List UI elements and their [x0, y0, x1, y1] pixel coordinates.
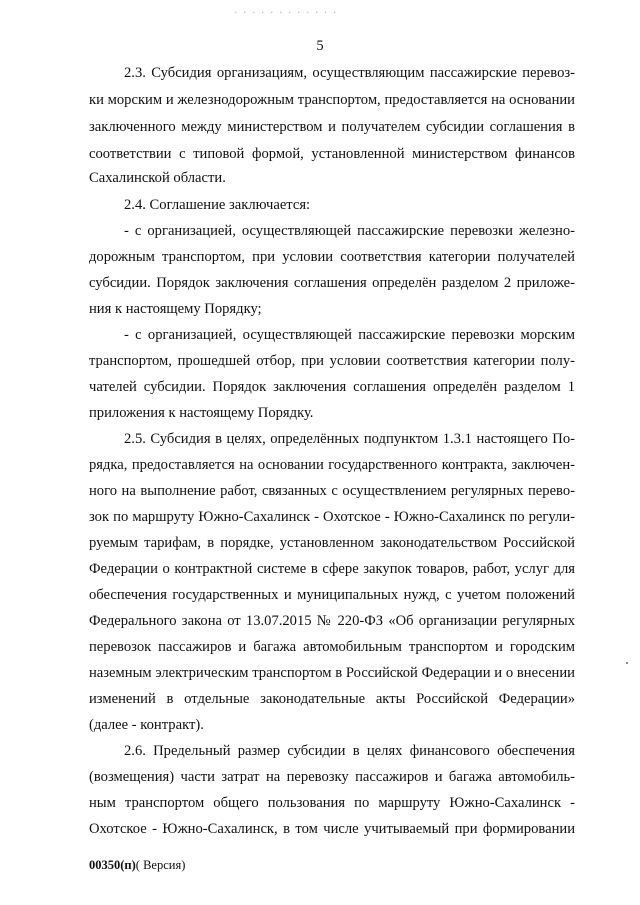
text-line: ки морским и железнодорожным транспортом, предоставляется на основании: [89, 92, 575, 108]
text-line: 2.5. Субсидия в целях, определённых подпунктом 1.3.1 настоящего По-: [124, 431, 575, 447]
text-line: (далее - контракт).: [89, 717, 204, 733]
text-line: соответствии с типовой формой, установленной министерством финансов: [89, 146, 575, 162]
text-line: заключенного между министерством и получателем субсидии соглашения в: [89, 119, 575, 135]
document-code: 00350(п): [89, 858, 136, 872]
text-line: 2.4. Соглашение заключается:: [124, 197, 311, 213]
text-line: транспортом, прошедшей отбор, при условии соответствия категории полу-: [89, 353, 575, 369]
text-line: Сахалинской области.: [89, 170, 226, 186]
scan-speck: [626, 662, 628, 664]
text-line: 2.6. Предельный размер субсидии в целях финансового обеспечения: [124, 743, 575, 759]
text-line: рядка, предоставляется на основании государственного контракта, заключен-: [89, 457, 575, 473]
text-line: перевозок пассажиров и багажа автомобильным транспортом и городским: [89, 639, 575, 655]
text-line: ным транспортом общего пользования по маршруту Южно-Сахалинск -: [89, 795, 575, 811]
text-line: ного на выполнение работ, связанных с осуществлением регулярных перево-: [89, 483, 575, 499]
text-line: субсидии. Порядок заключения соглашения определён разделом 2 приложе-: [89, 275, 575, 291]
text-line: руемым тарифам, в порядке, установленном законодательством Российской: [89, 535, 575, 551]
text-line: зок по маршруту Южно-Сахалинск - Охотское - Южно-Сахалинск по регули-: [89, 509, 575, 525]
text-line: изменений в отдельные законодательные акты Российской Федерации»: [89, 691, 575, 707]
text-line: Охотское - Южно-Сахалинск, в том числе учитываемый при формировании: [89, 821, 575, 837]
scan-stamp: · · · · · · · · · · · ·: [234, 6, 338, 19]
text-line: - с организацией, осуществляющей пассажирские перевозки железно-: [124, 223, 575, 239]
text-line: дорожным транспортом, при условии соответствия категории получателей: [89, 249, 575, 265]
text-line: Федерального закона от 13.07.2015 № 220-ФЗ «Об организации регулярных: [89, 613, 575, 629]
text-line: ния к настоящему Порядку;: [89, 301, 262, 317]
text-line: 2.3. Субсидия организациям, осуществляющим пассажирские перевоз-: [124, 65, 575, 81]
text-line: - с организацией, осуществляющей пассажирские перевозки морским: [124, 327, 575, 343]
text-line: наземным электрическим транспортом в Российской Федерации и о внесении: [89, 665, 575, 681]
page-number: 5: [316, 38, 324, 54]
document-version: ( Версия): [135, 858, 186, 872]
text-line: (возмещения) части затрат на перевозку пассажиров и багажа автомобиль-: [89, 769, 575, 785]
document-footer: [89, 858, 185, 873]
text-line: обеспечения государственных и муниципальных нужд, с учетом положений: [89, 587, 575, 603]
text-line: приложения к настоящему Порядку.: [89, 405, 314, 421]
text-line: чателей субсидии. Порядок заключения соглашения определён разделом 1: [89, 379, 575, 395]
text-line: Федерации о контрактной системе в сфере закупок товаров, работ, услуг для: [89, 561, 575, 577]
